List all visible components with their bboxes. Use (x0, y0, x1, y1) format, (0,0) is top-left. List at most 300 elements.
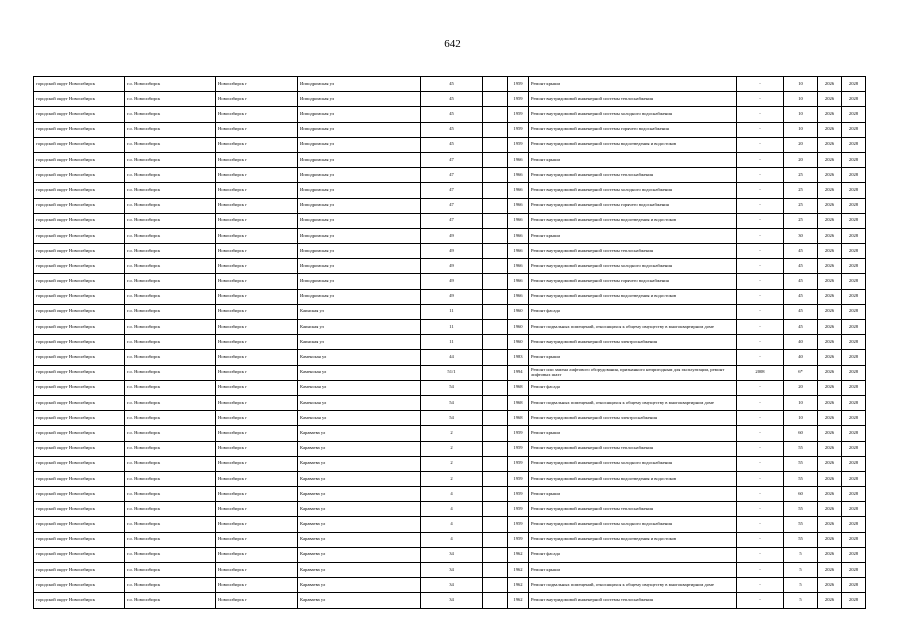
municipality-cell: городской округ Новосибирск (34, 77, 125, 92)
last-repair-year-cell: - (737, 426, 784, 441)
house-number-cell: 34 (421, 593, 483, 608)
settlement-cell: Новосибирск г (216, 411, 298, 426)
settlement-cell: Новосибирск г (216, 517, 298, 532)
building-cell (483, 228, 508, 243)
settlement-cell: Новосибирск г (216, 77, 298, 92)
house-number-cell: 49 (421, 244, 483, 259)
district-cell: г.о. Новосибирск (125, 137, 216, 152)
year-built-cell: 1959 (508, 456, 529, 471)
wear-percent-cell: 30 (784, 228, 818, 243)
wear-percent-cell: 5 (784, 578, 818, 593)
work-type-cell: Ремонт внутридомовой инженерной системы водоотведения и водостоков (529, 289, 737, 304)
municipality-cell: городской округ Новосибирск (34, 532, 125, 547)
work-type-cell: Ремонт внутридомовой инженерной системы теплоснабжения (529, 502, 737, 517)
wear-percent-cell: 25 (784, 213, 818, 228)
municipality-cell: городской округ Новосибирск (34, 228, 125, 243)
year-built-cell: 1968 (508, 380, 529, 395)
street-cell: Ипподромская ул (298, 274, 421, 289)
plan-start-cell: 2026 (818, 593, 842, 608)
table-row (34, 152, 866, 167)
district-cell: г.о. Новосибирск (125, 274, 216, 289)
plan-start-cell: 2026 (818, 92, 842, 107)
plan-end-cell: 2028 (842, 411, 866, 426)
work-type-cell: Ремонт внутридомовой инженерной системы теплоснабжения (529, 593, 737, 608)
house-number-cell: 54 (421, 411, 483, 426)
settlement-cell: Новосибирск г (216, 365, 298, 380)
plan-end-cell: 2028 (842, 244, 866, 259)
municipality-cell: городской округ Новосибирск (34, 107, 125, 122)
table-row (34, 213, 866, 228)
plan-start-cell: 2026 (818, 259, 842, 274)
wear-percent-cell: 5 (784, 563, 818, 578)
work-type-cell: Ремонт внутридомовой инженерной системы горячего водоснабжения (529, 274, 737, 289)
table-row (34, 168, 866, 183)
year-built-cell: 1959 (508, 532, 529, 547)
year-built-cell: 1983 (508, 350, 529, 365)
wear-percent-cell: 10 (784, 122, 818, 137)
last-repair-year-cell: - (737, 532, 784, 547)
wear-percent-cell: 55 (784, 532, 818, 547)
municipality-cell: городской округ Новосибирск (34, 593, 125, 608)
street-cell: Каинская ул (298, 320, 421, 335)
settlement-cell: Новосибирск г (216, 563, 298, 578)
plan-end-cell: 2028 (842, 395, 866, 410)
municipality-cell: городской округ Новосибирск (34, 426, 125, 441)
plan-start-cell: 2026 (818, 168, 842, 183)
plan-end-cell: 2028 (842, 304, 866, 319)
street-cell: Ипподромская ул (298, 152, 421, 167)
last-repair-year-cell: - (737, 320, 784, 335)
street-cell: Караваева ул (298, 547, 421, 562)
last-repair-year-cell: - (737, 547, 784, 562)
wear-percent-cell: 20 (784, 152, 818, 167)
plan-start-cell: 2026 (818, 183, 842, 198)
municipality-cell: городской округ Новосибирск (34, 274, 125, 289)
plan-end-cell: 2028 (842, 456, 866, 471)
municipality-cell: городской округ Новосибирск (34, 122, 125, 137)
house-number-cell: 49 (421, 259, 483, 274)
district-cell: г.о. Новосибирск (125, 244, 216, 259)
wear-percent-cell: 10 (784, 411, 818, 426)
plan-start-cell: 2026 (818, 563, 842, 578)
capital-repair-table (33, 76, 866, 609)
work-type-cell: Ремонт внутридомовой инженерной системы холодного водоснабжения (529, 183, 737, 198)
building-cell (483, 198, 508, 213)
plan-end-cell: 2028 (842, 228, 866, 243)
district-cell: г.о. Новосибирск (125, 441, 216, 456)
year-built-cell: 1959 (508, 122, 529, 137)
table-row (34, 122, 866, 137)
work-type-cell: Ремонт внутридомовой инженерной системы водоотведения и водостоков (529, 213, 737, 228)
settlement-cell: Новосибирск г (216, 426, 298, 441)
building-cell (483, 426, 508, 441)
year-built-cell: 1960 (508, 304, 529, 319)
municipality-cell: городской округ Новосибирск (34, 335, 125, 350)
last-repair-year-cell: - (737, 487, 784, 502)
last-repair-year-cell: - (737, 502, 784, 517)
table-row (34, 92, 866, 107)
last-repair-year-cell: - (737, 456, 784, 471)
table-row (34, 198, 866, 213)
house-number-cell: 4 (421, 532, 483, 547)
last-repair-year-cell: - (737, 213, 784, 228)
last-repair-year-cell: - (737, 380, 784, 395)
wear-percent-cell: 10 (784, 107, 818, 122)
district-cell: г.о. Новосибирск (125, 395, 216, 410)
year-built-cell: 1959 (508, 502, 529, 517)
building-cell (483, 168, 508, 183)
table-row (34, 183, 866, 198)
street-cell: Ипподромская ул (298, 77, 421, 92)
wear-percent-cell: 55 (784, 456, 818, 471)
municipality-cell: городской округ Новосибирск (34, 244, 125, 259)
table-row (34, 289, 866, 304)
municipality-cell: городской округ Новосибирск (34, 92, 125, 107)
street-cell: Ипподромская ул (298, 122, 421, 137)
street-cell: Караваева ул (298, 532, 421, 547)
plan-end-cell: 2028 (842, 365, 866, 380)
plan-start-cell: 2026 (818, 244, 842, 259)
building-cell (483, 532, 508, 547)
table-row (34, 411, 866, 426)
table-row (34, 77, 866, 92)
district-cell: г.о. Новосибирск (125, 107, 216, 122)
wear-percent-cell: 25 (784, 168, 818, 183)
house-number-cell: 2 (421, 441, 483, 456)
settlement-cell: Новосибирск г (216, 107, 298, 122)
settlement-cell: Новосибирск г (216, 320, 298, 335)
house-number-cell: 11 (421, 304, 483, 319)
house-number-cell: 4 (421, 517, 483, 532)
municipality-cell: городской округ Новосибирск (34, 547, 125, 562)
year-built-cell: 1962 (508, 563, 529, 578)
table-row (34, 517, 866, 532)
house-number-cell: 54 (421, 395, 483, 410)
street-cell: Караваева ул (298, 578, 421, 593)
last-repair-year-cell: - (737, 228, 784, 243)
work-type-cell: Ремонт подвальных помещений, относящихся к общему имуществу в многоквартирном доме (529, 578, 737, 593)
wear-percent-cell: 10 (784, 92, 818, 107)
settlement-cell: Новосибирск г (216, 289, 298, 304)
street-cell: Ипподромская ул (298, 213, 421, 228)
year-built-cell: 1959 (508, 441, 529, 456)
plan-start-cell: 2026 (818, 274, 842, 289)
street-cell: Караваева ул (298, 426, 421, 441)
district-cell: г.о. Новосибирск (125, 471, 216, 486)
municipality-cell: городской округ Новосибирск (34, 365, 125, 380)
table-row (34, 426, 866, 441)
street-cell: Караваева ул (298, 471, 421, 486)
house-number-cell: 11 (421, 320, 483, 335)
table-row (34, 502, 866, 517)
settlement-cell: Новосибирск г (216, 244, 298, 259)
last-repair-year-cell: - (737, 274, 784, 289)
building-cell (483, 441, 508, 456)
work-type-cell: Ремонт крыши (529, 228, 737, 243)
year-built-cell: 1966 (508, 213, 529, 228)
table-row (34, 593, 866, 608)
street-cell: Каменская ул (298, 395, 421, 410)
building-cell (483, 350, 508, 365)
plan-end-cell: 2028 (842, 183, 866, 198)
year-built-cell: 1962 (508, 593, 529, 608)
table-row (34, 304, 866, 319)
settlement-cell: Новосибирск г (216, 137, 298, 152)
settlement-cell: Новосибирск г (216, 92, 298, 107)
street-cell: Каменская ул (298, 411, 421, 426)
plan-end-cell: 2028 (842, 213, 866, 228)
building-cell (483, 471, 508, 486)
table-row (34, 487, 866, 502)
year-built-cell: 1962 (508, 578, 529, 593)
plan-end-cell: 2028 (842, 487, 866, 502)
building-cell (483, 289, 508, 304)
plan-end-cell: 2028 (842, 380, 866, 395)
municipality-cell: городской округ Новосибирск (34, 471, 125, 486)
district-cell: г.о. Новосибирск (125, 578, 216, 593)
street-cell: Каменская ул (298, 350, 421, 365)
building-cell (483, 502, 508, 517)
last-repair-year-cell: - (737, 183, 784, 198)
wear-percent-cell: 45 (784, 244, 818, 259)
building-cell (483, 77, 508, 92)
year-built-cell: 1994 (508, 365, 529, 380)
work-type-cell: Ремонт внутридомовой инженерной системы холодного водоснабжения (529, 107, 737, 122)
work-type-cell: Ремонт фасада (529, 304, 737, 319)
building-cell (483, 92, 508, 107)
plan-start-cell: 2026 (818, 578, 842, 593)
house-number-cell: 54 (421, 380, 483, 395)
year-built-cell: 1966 (508, 289, 529, 304)
district-cell: г.о. Новосибирск (125, 168, 216, 183)
district-cell: г.о. Новосибирск (125, 532, 216, 547)
year-built-cell: 1959 (508, 77, 529, 92)
last-repair-year-cell: - (737, 411, 784, 426)
work-type-cell: Ремонт фасада (529, 380, 737, 395)
plan-start-cell: 2026 (818, 228, 842, 243)
table-row (34, 578, 866, 593)
year-built-cell: 1966 (508, 274, 529, 289)
work-type-cell: Ремонт подвальных помещений, относящихся к общему имуществу в многоквартирном доме (529, 320, 737, 335)
wear-percent-cell: 40 (784, 335, 818, 350)
wear-percent-cell: 25 (784, 198, 818, 213)
work-type-cell: Ремонт внутридомовой инженерной системы водоотведения и водостоков (529, 471, 737, 486)
plan-start-cell: 2026 (818, 380, 842, 395)
year-built-cell: 1966 (508, 183, 529, 198)
last-repair-year-cell: - (737, 107, 784, 122)
wear-percent-cell: 45 (784, 289, 818, 304)
table-row (34, 259, 866, 274)
municipality-cell: городской округ Новосибирск (34, 456, 125, 471)
building-cell (483, 456, 508, 471)
settlement-cell: Новосибирск г (216, 456, 298, 471)
page-number: 642 (444, 38, 461, 50)
district-cell: г.о. Новосибирск (125, 547, 216, 562)
house-number-cell: 49 (421, 289, 483, 304)
municipality-cell: городской округ Новосибирск (34, 502, 125, 517)
plan-start-cell: 2026 (818, 213, 842, 228)
settlement-cell: Новосибирск г (216, 547, 298, 562)
district-cell: г.о. Новосибирск (125, 517, 216, 532)
wear-percent-cell: 40 (784, 350, 818, 365)
table-row (34, 395, 866, 410)
work-type-cell: Ремонт внутридомовой инженерной системы холодного водоснабжения (529, 259, 737, 274)
year-built-cell: 1968 (508, 395, 529, 410)
street-cell: Ипподромская ул (298, 183, 421, 198)
street-cell: Каменская ул (298, 365, 421, 380)
building-cell (483, 122, 508, 137)
district-cell: г.о. Новосибирск (125, 365, 216, 380)
wear-percent-cell: 10 (784, 77, 818, 92)
plan-end-cell: 2028 (842, 350, 866, 365)
settlement-cell: Новосибирск г (216, 441, 298, 456)
wear-percent-cell: 20 (784, 380, 818, 395)
municipality-cell: городской округ Новосибирск (34, 395, 125, 410)
work-type-cell: Ремонт внутридомовой инженерной системы электроснабжения (529, 411, 737, 426)
plan-start-cell: 2026 (818, 107, 842, 122)
plan-end-cell: 2028 (842, 274, 866, 289)
house-number-cell: 2 (421, 426, 483, 441)
work-type-cell: Ремонт внутридомовой инженерной системы горячего водоснабжения (529, 122, 737, 137)
last-repair-year-cell: - (737, 168, 784, 183)
settlement-cell: Новосибирск г (216, 122, 298, 137)
district-cell: г.о. Новосибирск (125, 593, 216, 608)
district-cell: г.о. Новосибирск (125, 380, 216, 395)
district-cell: г.о. Новосибирск (125, 152, 216, 167)
street-cell: Ипподромская ул (298, 228, 421, 243)
year-built-cell: 1959 (508, 471, 529, 486)
work-type-cell: Ремонт внутридомовой инженерной системы электроснабжения (529, 335, 737, 350)
settlement-cell: Новосибирск г (216, 198, 298, 213)
street-cell: Караваева ул (298, 593, 421, 608)
table-row (34, 547, 866, 562)
year-built-cell: 1966 (508, 244, 529, 259)
plan-end-cell: 2028 (842, 532, 866, 547)
last-repair-year-cell: 2008 (737, 365, 784, 380)
settlement-cell: Новосибирск г (216, 350, 298, 365)
building-cell (483, 487, 508, 502)
house-number-cell: 44 (421, 350, 483, 365)
plan-start-cell: 2026 (818, 395, 842, 410)
work-type-cell: Ремонт крыши (529, 152, 737, 167)
plan-start-cell: 2026 (818, 122, 842, 137)
year-built-cell: 1968 (508, 411, 529, 426)
table-row (34, 441, 866, 456)
last-repair-year-cell: - (737, 517, 784, 532)
wear-percent-cell: 55 (784, 502, 818, 517)
plan-start-cell: 2026 (818, 365, 842, 380)
plan-start-cell: 2026 (818, 532, 842, 547)
building-cell (483, 593, 508, 608)
year-built-cell: 1966 (508, 259, 529, 274)
street-cell: Караваева ул (298, 456, 421, 471)
wear-percent-cell: 10 (784, 395, 818, 410)
year-built-cell: 1960 (508, 335, 529, 350)
plan-end-cell: 2028 (842, 547, 866, 562)
building-cell (483, 213, 508, 228)
plan-end-cell: 2028 (842, 563, 866, 578)
building-cell (483, 578, 508, 593)
street-cell: Караваева ул (298, 563, 421, 578)
table-row (34, 471, 866, 486)
building-cell (483, 380, 508, 395)
work-type-cell: Ремонт подвальных помещений, относящихся к общему имуществу в многоквартирном доме (529, 395, 737, 410)
year-built-cell: 1959 (508, 92, 529, 107)
wear-percent-cell: 60 (784, 487, 818, 502)
municipality-cell: городской округ Новосибирск (34, 517, 125, 532)
district-cell: г.о. Новосибирск (125, 198, 216, 213)
wear-percent-cell: 6* (784, 365, 818, 380)
year-built-cell: 1962 (508, 547, 529, 562)
street-cell: Караваева ул (298, 502, 421, 517)
plan-start-cell: 2026 (818, 350, 842, 365)
year-built-cell: 1959 (508, 107, 529, 122)
last-repair-year-cell: - (737, 335, 784, 350)
district-cell: г.о. Новосибирск (125, 213, 216, 228)
plan-start-cell: 2026 (818, 77, 842, 92)
work-type-cell: Ремонт внутридомовой инженерной системы теплоснабжения (529, 441, 737, 456)
year-built-cell: 1959 (508, 426, 529, 441)
building-cell (483, 183, 508, 198)
work-type-cell: Ремонт внутридомовой инженерной системы водоотведения и водостоков (529, 532, 737, 547)
plan-end-cell: 2028 (842, 198, 866, 213)
street-cell: Ипподромская ул (298, 198, 421, 213)
table-row (34, 350, 866, 365)
work-type-cell: Ремонт внутридомовой инженерной системы водоотведения и водостоков (529, 137, 737, 152)
building-cell (483, 259, 508, 274)
wear-percent-cell: 45 (784, 274, 818, 289)
plan-end-cell: 2028 (842, 593, 866, 608)
plan-end-cell: 2028 (842, 426, 866, 441)
table-row (34, 274, 866, 289)
street-cell: Ипподромская ул (298, 259, 421, 274)
table-row (34, 244, 866, 259)
last-repair-year-cell: - (737, 395, 784, 410)
building-cell (483, 411, 508, 426)
district-cell: г.о. Новосибирск (125, 487, 216, 502)
work-type-cell: Ремонт или замена лифтового оборудования, признанного непригодным для эксплуатации, ремонт лифтовых шахт (529, 365, 737, 380)
municipality-cell: городской округ Новосибирск (34, 320, 125, 335)
year-built-cell: 1966 (508, 168, 529, 183)
building-cell (483, 395, 508, 410)
plan-start-cell: 2026 (818, 411, 842, 426)
plan-start-cell: 2026 (818, 198, 842, 213)
wear-percent-cell: 5 (784, 547, 818, 562)
wear-percent-cell: 55 (784, 517, 818, 532)
district-cell: г.о. Новосибирск (125, 320, 216, 335)
municipality-cell: городской округ Новосибирск (34, 578, 125, 593)
work-type-cell: Ремонт фасада (529, 547, 737, 562)
district-cell: г.о. Новосибирск (125, 335, 216, 350)
district-cell: г.о. Новосибирск (125, 259, 216, 274)
house-number-cell: 34 (421, 547, 483, 562)
table-row (34, 380, 866, 395)
building-cell (483, 137, 508, 152)
settlement-cell: Новосибирск г (216, 304, 298, 319)
municipality-cell: городской округ Новосибирск (34, 168, 125, 183)
work-type-cell: Ремонт внутридомовой инженерной системы теплоснабжения (529, 244, 737, 259)
work-type-cell: Ремонт крыши (529, 350, 737, 365)
plan-start-cell: 2026 (818, 335, 842, 350)
municipality-cell: городской округ Новосибирск (34, 441, 125, 456)
table-row (34, 532, 866, 547)
year-built-cell: 1966 (508, 228, 529, 243)
work-type-cell: Ремонт внутридомовой инженерной системы теплоснабжения (529, 168, 737, 183)
house-number-cell: 47 (421, 168, 483, 183)
year-built-cell: 1960 (508, 320, 529, 335)
municipality-cell: городской округ Новосибирск (34, 183, 125, 198)
plan-end-cell: 2028 (842, 137, 866, 152)
